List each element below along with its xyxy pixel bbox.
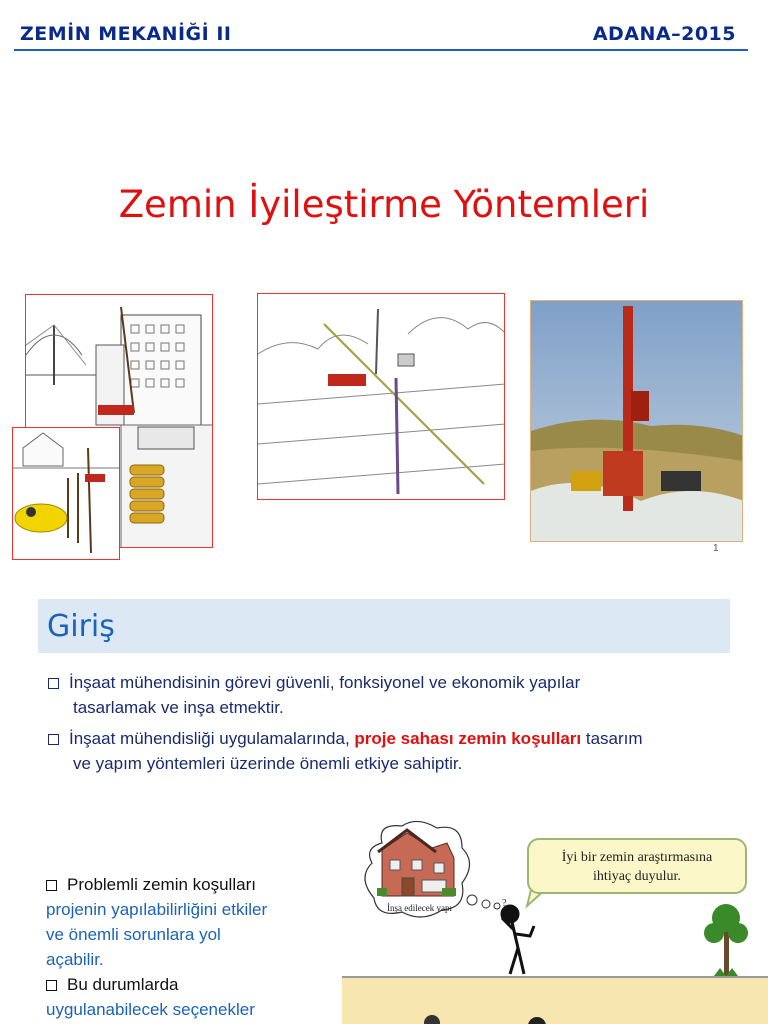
bullet-item-continuation: ve yapım yöntemleri üzerinde önemli etkiye sahiptir. <box>73 754 463 773</box>
problem-soil-text: Problemli zemin koşulları projenin yapılabilirliğini etkiler ve önemli sorunlara yol açabilir. Bu durumlarda uygulanabilecek seçenekler <box>46 875 268 1019</box>
house-label: İnşa edilecek yapı <box>387 903 452 913</box>
speech-bubble: İyi bir zemin araştırmasına ihtiyaç duyulur. <box>527 838 747 894</box>
checkbox-bullet-icon <box>46 880 57 891</box>
bullet-item-continuation: tasarlamak ve inşa etmektir. <box>73 698 284 717</box>
drilling-rig-photo-icon <box>531 301 743 542</box>
checkbox-bullet-icon <box>48 678 59 689</box>
checkbox-bullet-icon <box>46 980 57 991</box>
bullet-item: İnşaat mühendisliği uygulamalarında, proje sahası zemin koşulları tasarım <box>48 726 748 751</box>
course-title: ZEMİN MEKANİĞİ II <box>20 23 232 45</box>
figure-drilling-rig <box>530 300 743 542</box>
slide-number: 1 <box>713 543 719 554</box>
highlight-text: proje sahası zemin koşulları <box>354 729 582 748</box>
soil-anchor-drilling-illustration-icon <box>258 294 505 500</box>
bullet-item: İnşaat mühendisinin görevi güvenli, fonksiyonel ve ekonomik yapılar <box>48 670 748 695</box>
figure-construction-inset <box>12 427 120 560</box>
header-divider <box>14 49 748 51</box>
tree-icon <box>704 904 748 976</box>
section-title: Giriş <box>47 609 115 644</box>
section-header-bar <box>38 599 730 653</box>
figure-anchor-drilling <box>257 293 505 500</box>
ground-improvement-inset-icon <box>13 428 120 560</box>
checkbox-bullet-icon <box>48 734 59 745</box>
stick-figure-icon <box>502 906 534 974</box>
location-year: ADANA–2015 <box>592 23 736 45</box>
svg-text:?: ? <box>502 898 507 909</box>
slide-title: Zemin İyileştirme Yöntemleri <box>118 183 650 226</box>
